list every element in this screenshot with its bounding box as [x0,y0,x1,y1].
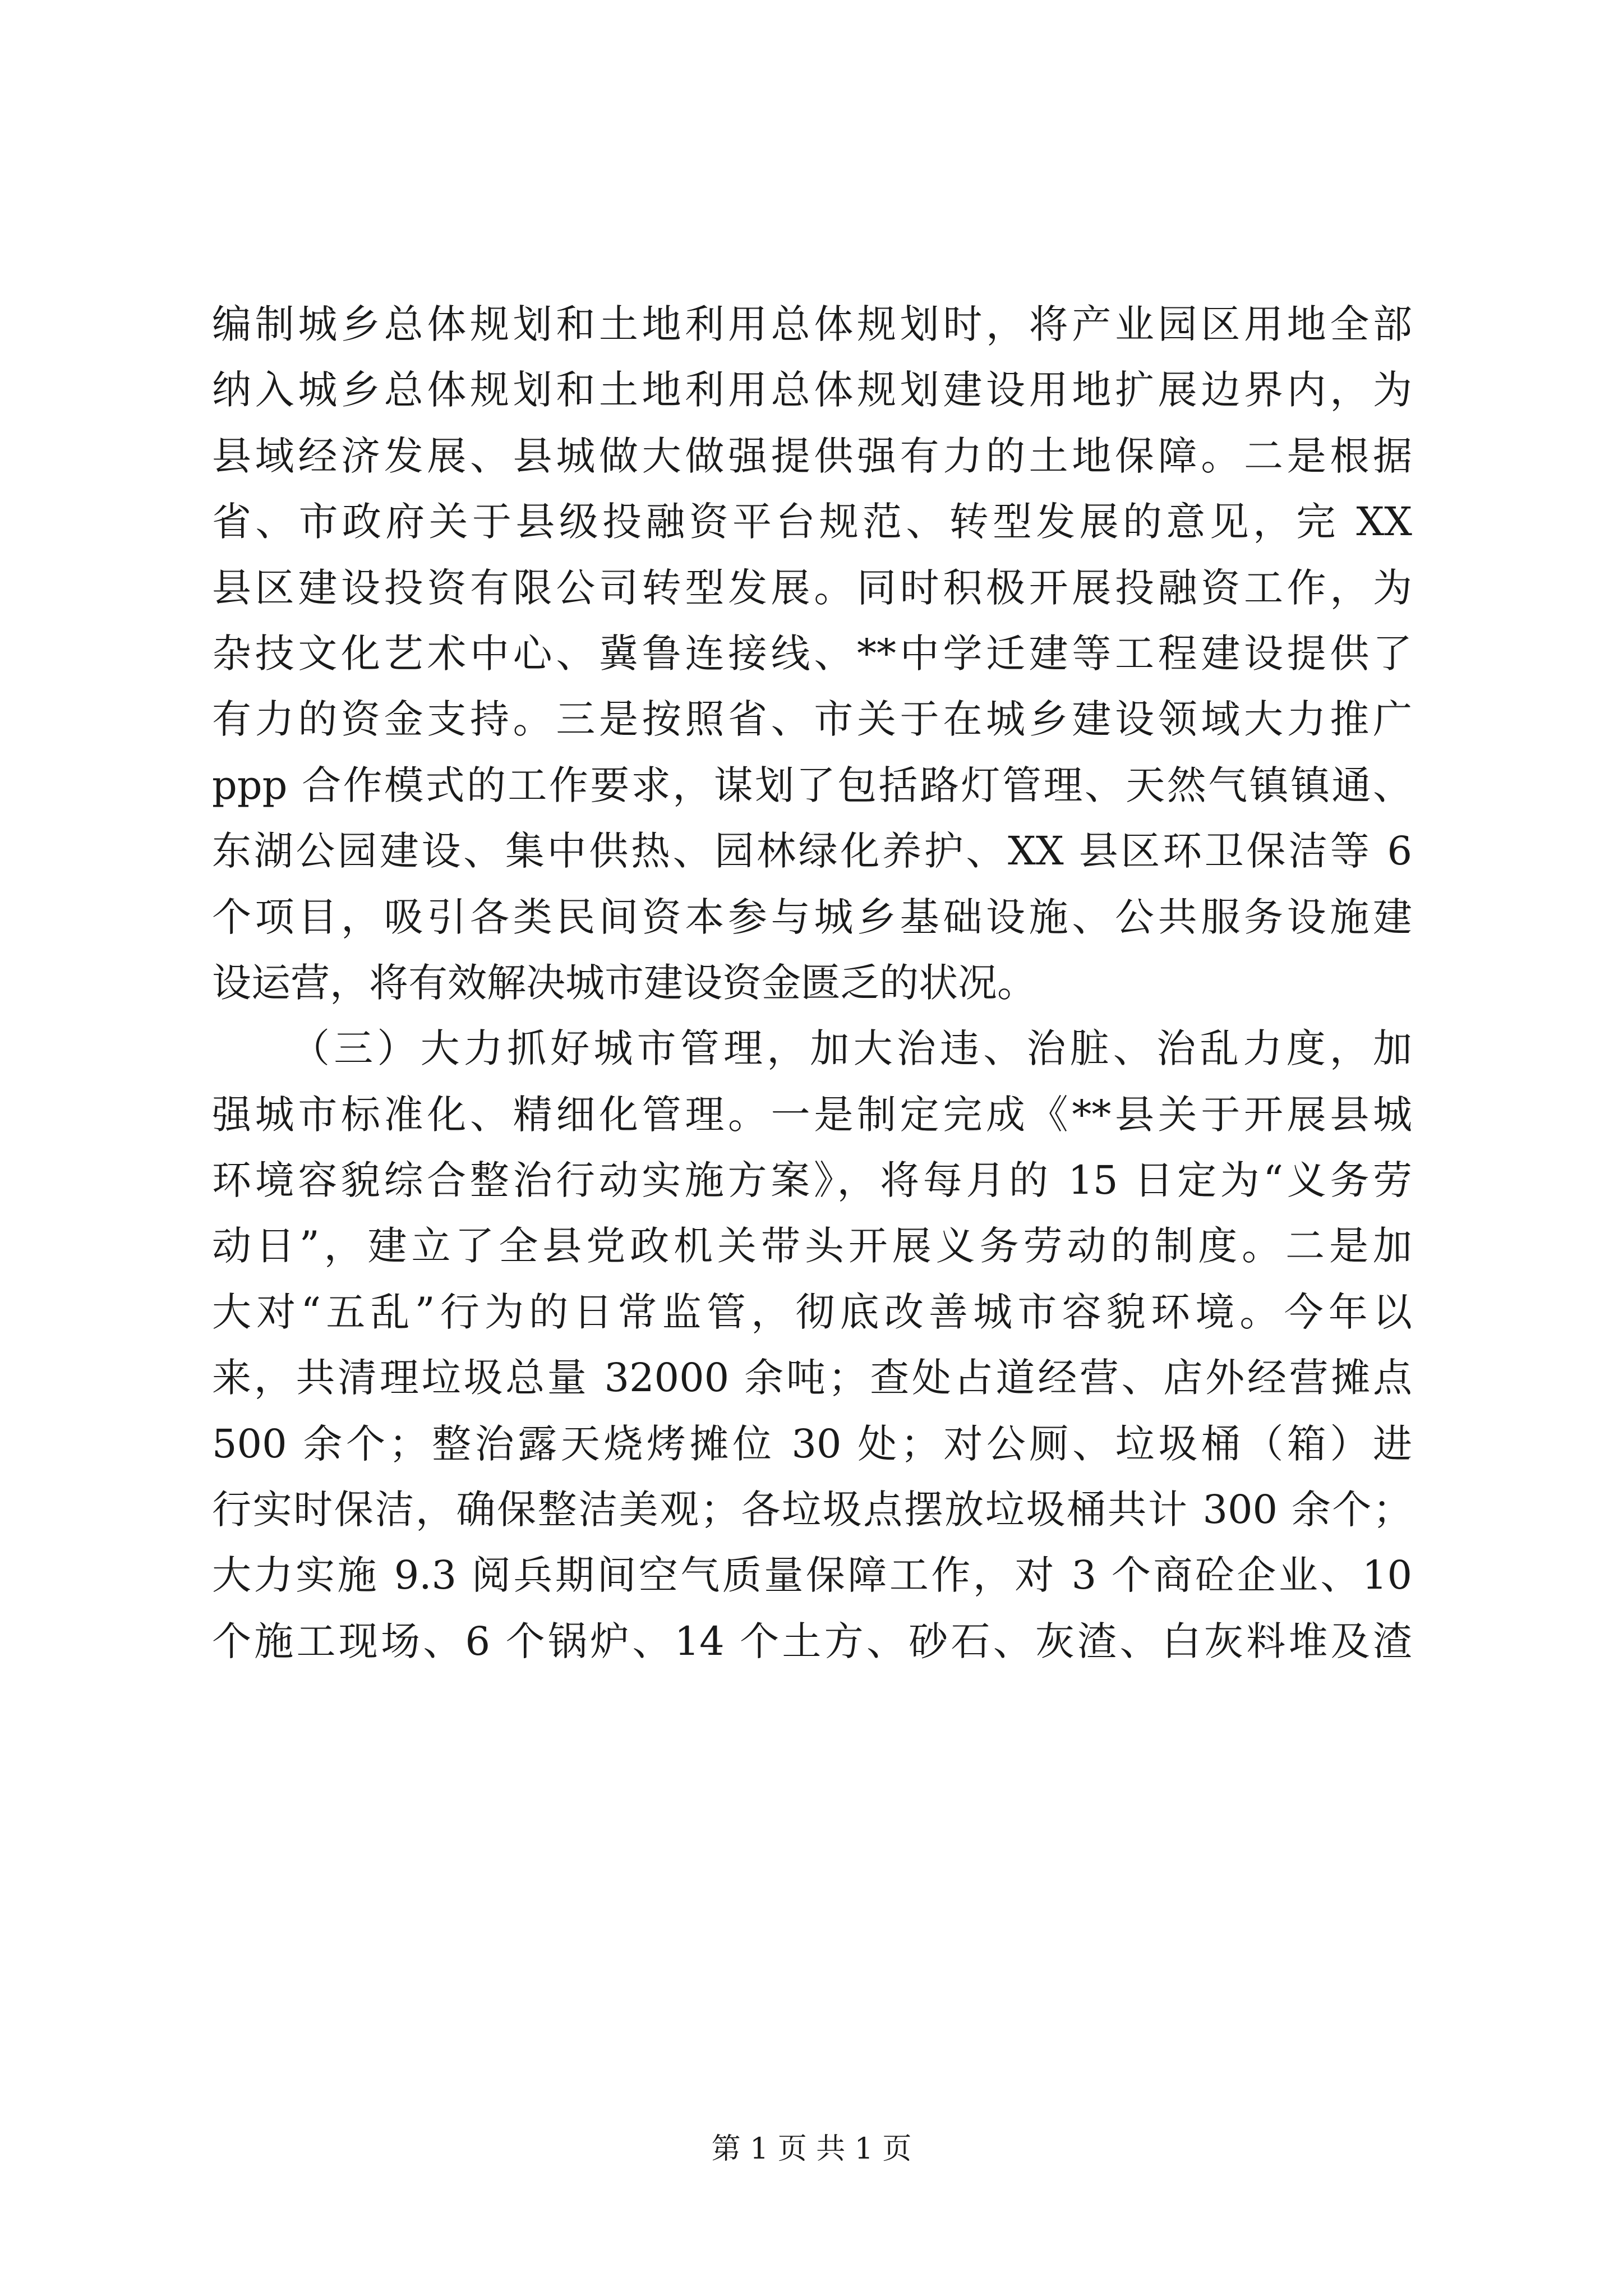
text-line: 有力的资金支持。三是按照省、市关于在城乡建设领域大力推广 [212,696,1412,743]
text-line: 行实时保洁，确保整洁美观；各垃圾点摆放垃圾桶共计 300 余个； [212,1487,1412,1533]
section-heading-line: （三）大力抓好城市管理，加大治违、治脏、治乱力度，加 [291,1025,1412,1072]
text-line: 省、市政府关于县级投融资平台规范、转型发展的意见，完 XX [212,499,1412,545]
text-line: 大对“五乱”行为的日常监管，彻底改善城市容貌环境。今年以 [212,1289,1412,1335]
text-line: 强城市标准化、精细化管理。一是制定完成《**县关于开展县城 [212,1091,1412,1138]
text-line: 东湖公园建设、集中供热、园林绿化养护、XX 县区环卫保洁等 6 [212,828,1412,875]
page-footer [0,2125,1623,2167]
text-line: 500 余个；整治露天烧烤摊位 30 处；对公厕、垃圾桶（箱）进 [212,1420,1412,1467]
text-line: 来，共清理垃圾总量 32000 余吨；查处占道经营、店外经营摊点 [212,1355,1412,1401]
text-line: 杂技文化艺术中心、冀鲁连接线、**中学迁建等工程建设提供了 [212,630,1412,677]
text-line: 设运营，将有效解决城市建设资金匮乏的状况。 [212,959,1036,1006]
text-line: 大力实施 9.3 阅兵期间空气质量保障工作，对 3 个商砼企业、10 [212,1552,1412,1599]
text-line: 个项目，吸引各类民间资本参与城乡基础设施、公共服务设施建 [212,894,1412,940]
text-line: 环境容貌综合整治行动实施方案》，将每月的 15 日定为“义务劳 [212,1157,1412,1204]
text-line: 纳入城乡总体规划和土地利用总体规划建设用地扩展边界内，为 [212,367,1412,413]
text-line: 编制城乡总体规划和土地利用总体规划时，将产业园区用地全部 [212,301,1412,347]
page-number: 第 1 页 共 1 页 [711,2132,912,2166]
text-line: 县区建设投资有限公司转型发展。同时积极开展投融资工作，为 [212,564,1412,611]
document-body [212,292,1412,1674]
text-line: ppp 合作模式的工作要求，谋划了包括路灯管理、天然气镇镇通、 [212,762,1412,808]
text-line: 个施工现场、6 个锅炉、14 个土方、砂石、灰渣、白灰料堆及渣 [212,1618,1412,1664]
text-line: 县域经济发展、县城做大做强提供强有力的土地保障。二是根据 [212,432,1412,479]
text-line: 动日”，建立了全县党政机关带头开展义务劳动的制度。二是加 [212,1223,1412,1269]
